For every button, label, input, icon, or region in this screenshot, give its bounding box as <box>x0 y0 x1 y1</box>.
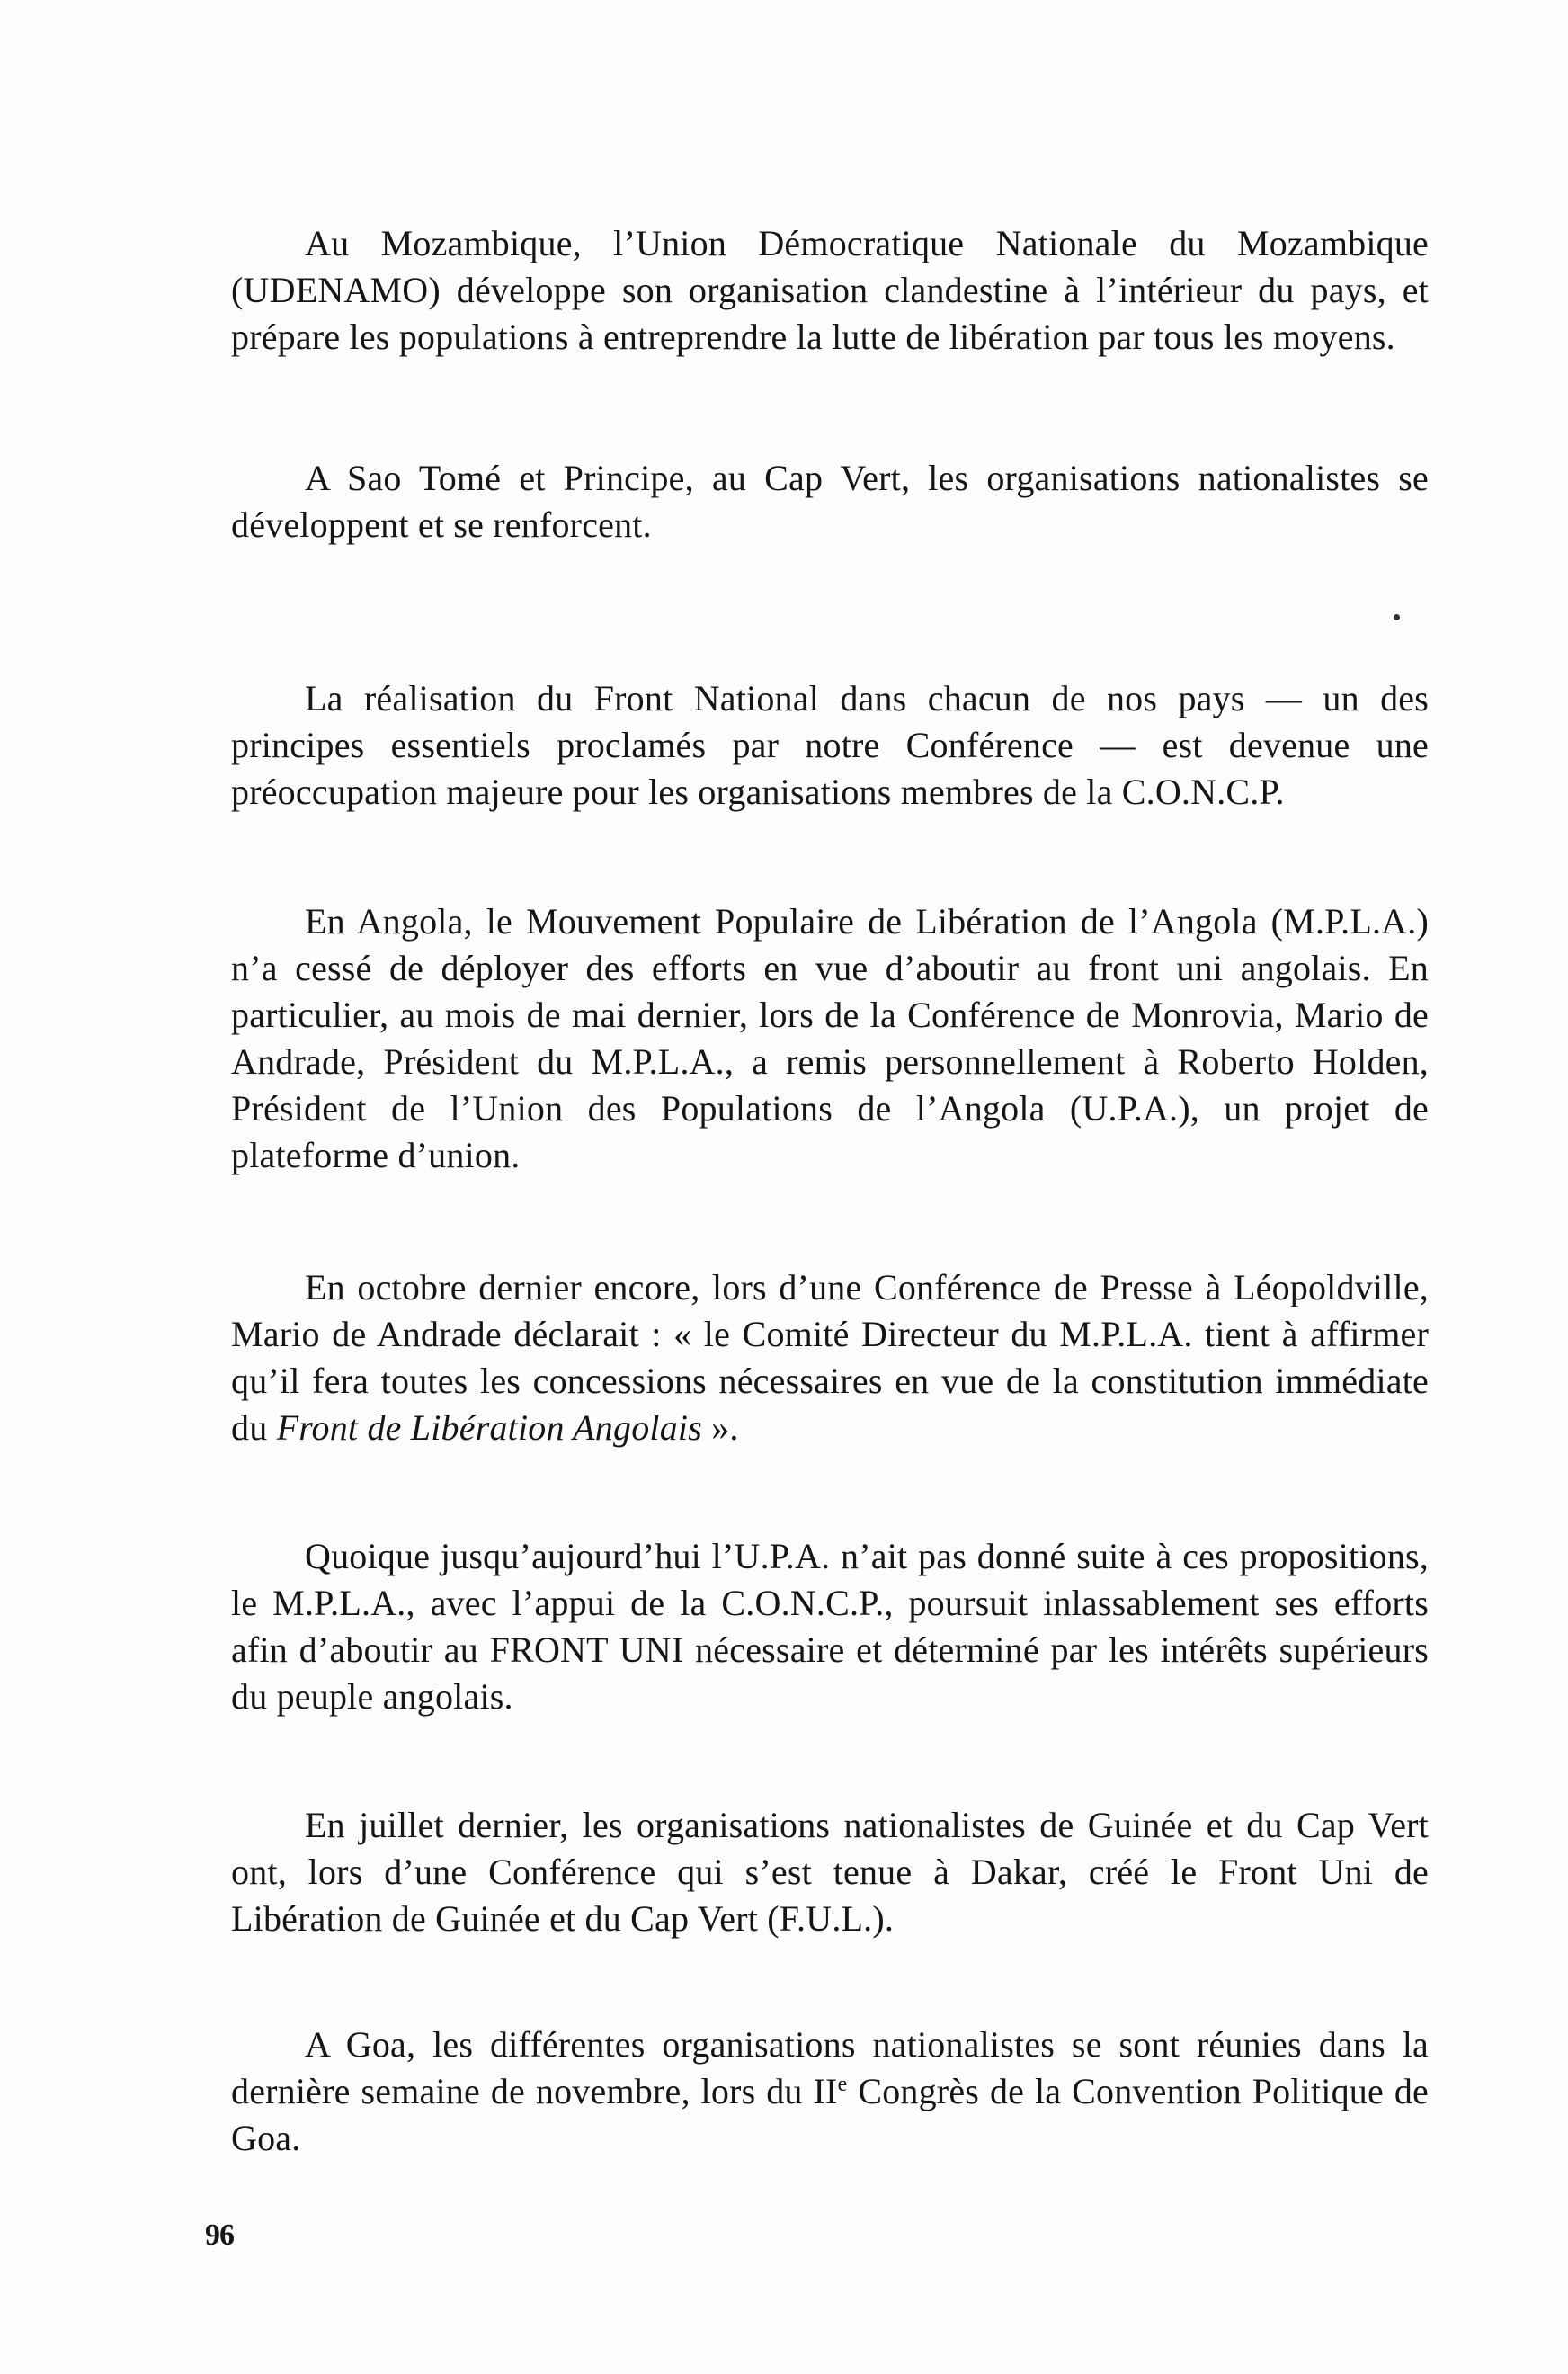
section-separator-dot <box>1394 614 1400 620</box>
paragraph-text <box>231 2021 1429 2162</box>
paragraph-text: La réalisation du Front National dans chacun de nos pays — un des principes essentiels proclamés par notre Conférence — est devenue une préoccupation majeure pour les organisations membres de la C.O.N.C.P. <box>231 678 1429 812</box>
quote-lead-text: En octobre dernier encore, lors d’une Conférence de Presse à Léopoldville, Mario de Andrade déclarait : « le Comité Directeur du M.P.L.A. tient à affirmer qu’il fera toutes les concessions nécessaires en vue de la constitution immédiate du <box>231 1267 1429 1448</box>
paragraph-upa <box>231 1533 1429 1720</box>
paragraph-front-national <box>231 675 1429 816</box>
paragraph-mozambique <box>231 220 1429 361</box>
goa-superscript: e <box>837 2073 848 2096</box>
paragraph-goa <box>231 2021 1429 2162</box>
quote-tail-text: ». <box>711 1407 739 1448</box>
paragraph-text: Au Mozambique, l’Union Démocratique Nationale du Mozambique (UDENAMO) développe son organisation clandestine à l’intérieur du pays, et prépare les populations à entreprendre la lutte de libération par tous les moyens. <box>231 223 1429 357</box>
page-number: 96 <box>205 2218 234 2252</box>
goa-lead-text: A Goa, les différentes organisations nationalistes se sont réunies dans la dernière semaine de novembre, lors du II <box>231 2024 1429 2111</box>
paragraph-text: En juillet dernier, les organisations nationalistes de Guinée et du Cap Vert ont, lors d’une Conférence qui s’est tenue à Dakar, créé le Front Uni de Libération de Guinée et du Cap Vert (F.U.L.). <box>231 1805 1429 1939</box>
goa-tail-text: Congrès de la Convention Politique de Goa. <box>231 2071 1430 2158</box>
quote-italic-text: Front de Libération Angolais <box>276 1407 703 1448</box>
paragraph-text: A Sao Tomé et Principe, au Cap Vert, les organisations nationalistes se développent et se renforcent. <box>231 458 1429 545</box>
paragraph-sao-tome <box>231 455 1429 549</box>
paragraph-text: Quoique jusqu’aujourd’hui l’U.P.A. n’ait pas donné suite à ces propositions, le M.P.L.A., avec l’appui de la C.O.N.C.P., poursuit inlassablement ses efforts afin d’aboutir au FRONT UNI nécessaire et déterminé par les intérêts supérieurs du peuple angolais. <box>231 1536 1429 1717</box>
paragraph-angola <box>231 898 1429 1179</box>
paragraph-leopoldville <box>231 1264 1429 1451</box>
paragraph-guinee <box>231 1802 1429 1942</box>
paragraph-text <box>231 1264 1429 1451</box>
paragraph-text: En Angola, le Mouvement Populaire de Libération de l’Angola (M.P.L.A.) n’a cessé de déployer des efforts en vue d’aboutir au front uni angolais. En particulier, au mois de mai dernier, lors de la Conférence de Monrovia, Mario de Andrade, Président du M.P.L.A., a remis personnellement à Roberto Holden, Président de l’Union des Populations de l’Angola (U.P.A.), un projet de plateforme d’union. <box>231 901 1429 1175</box>
